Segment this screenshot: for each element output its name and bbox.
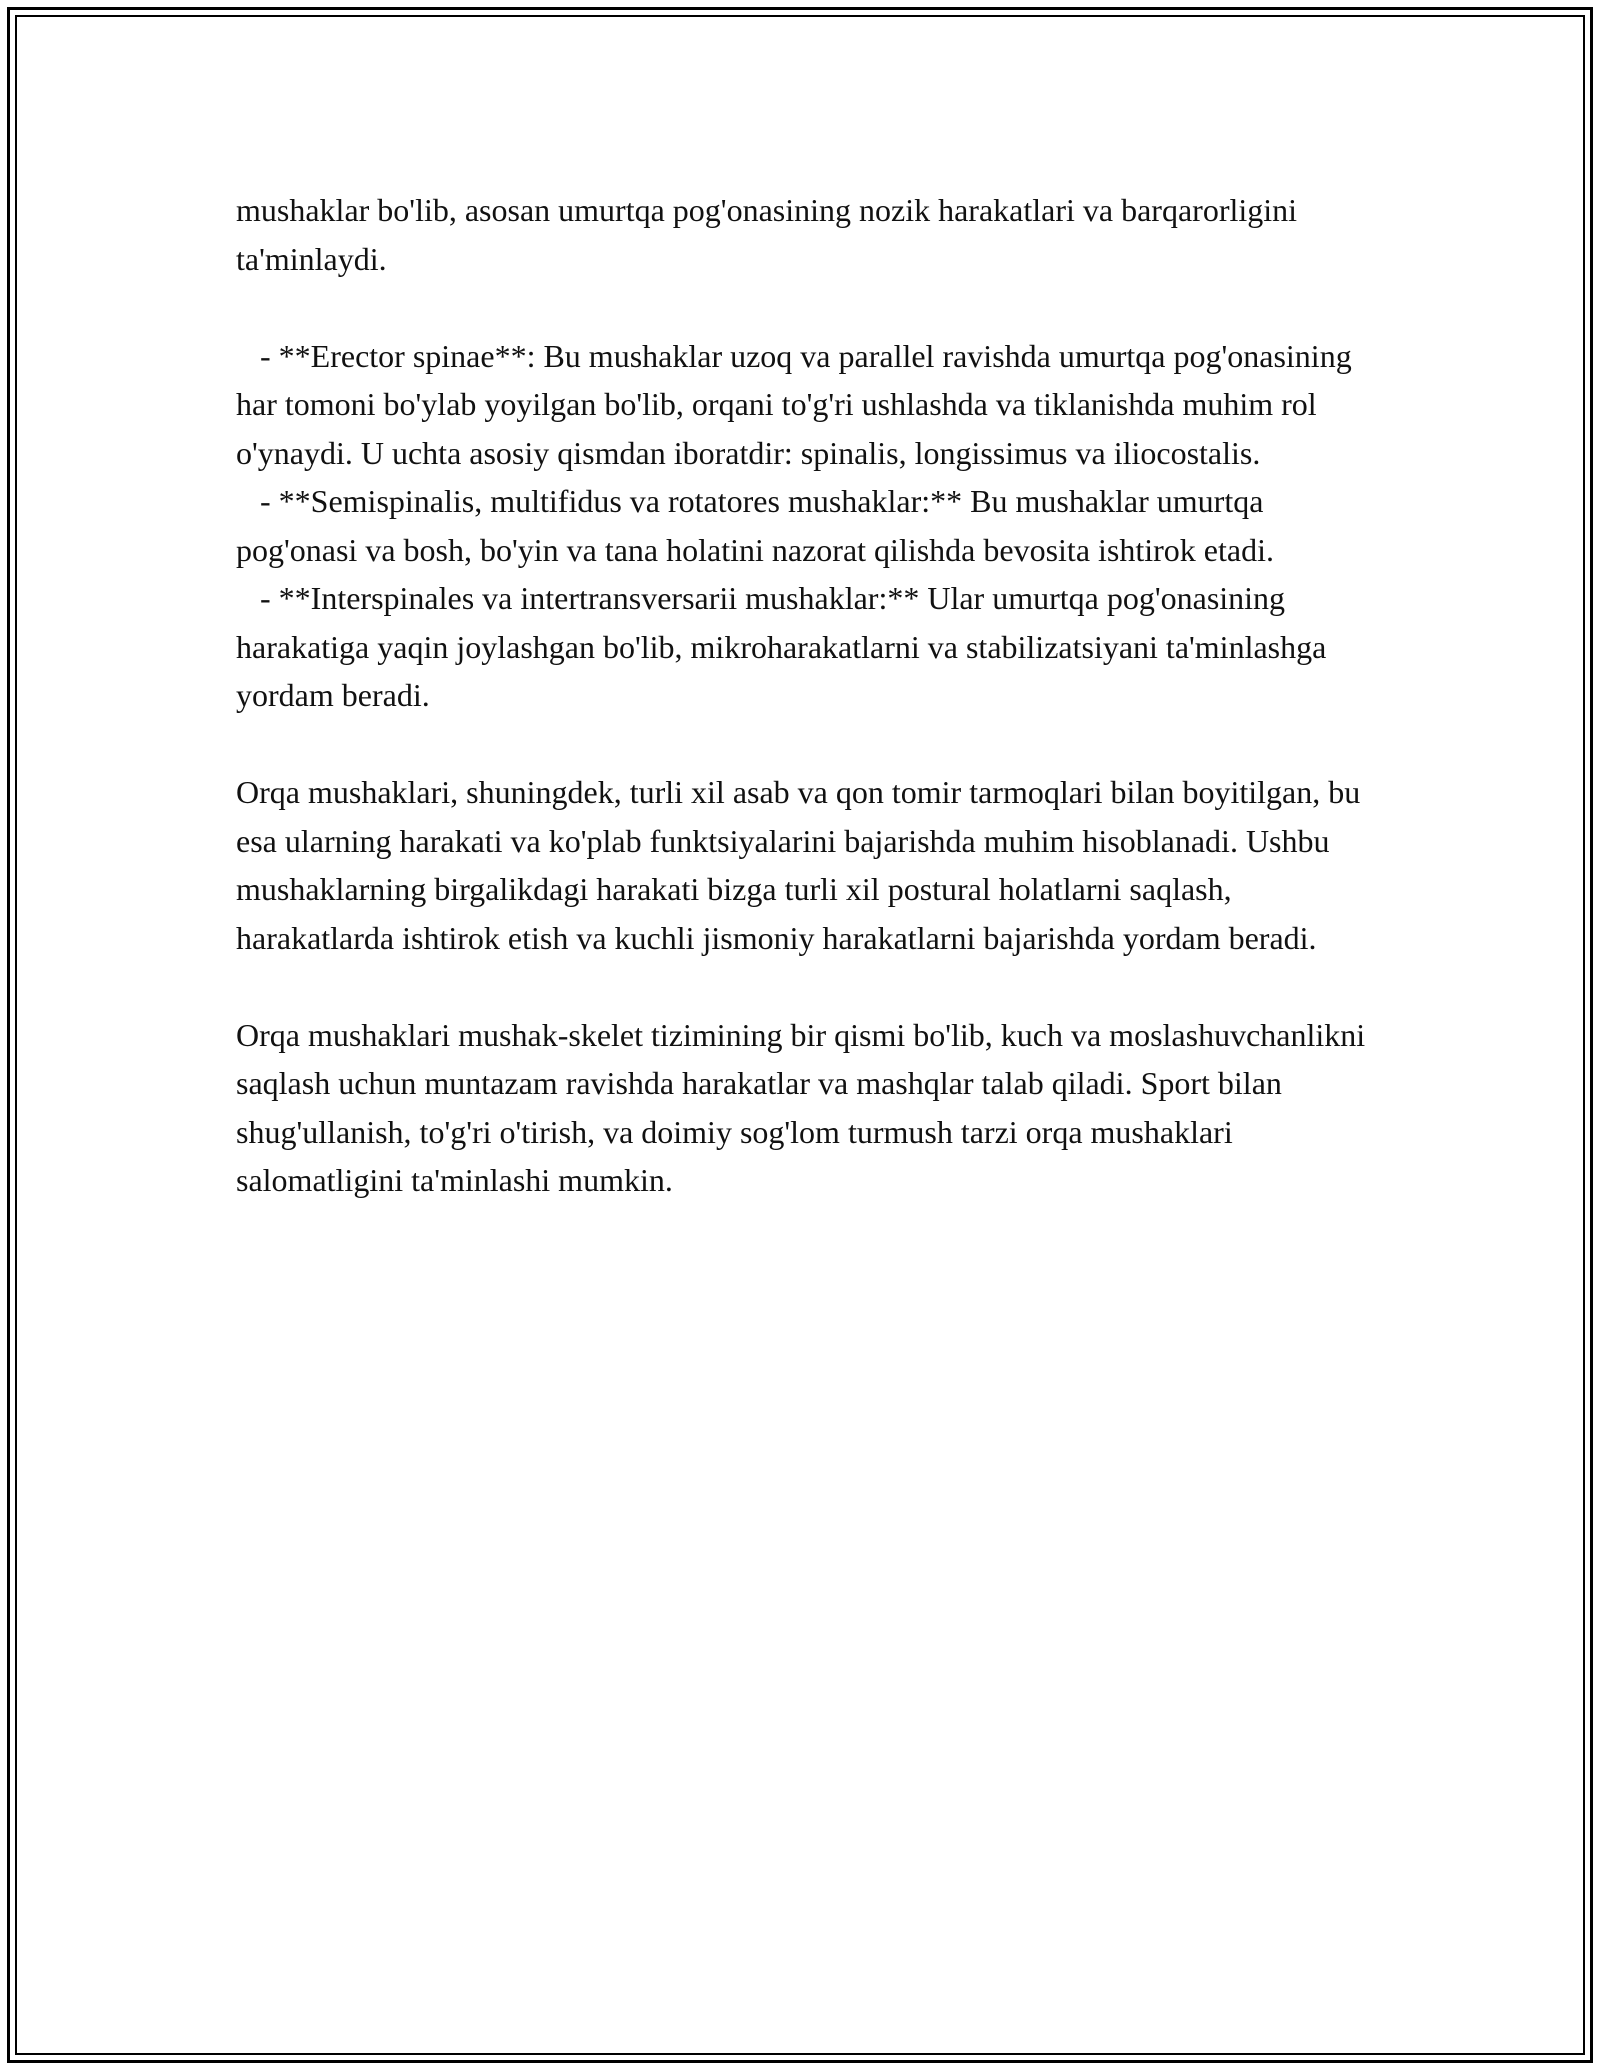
paragraph-spacer [236,962,1366,1011]
paragraph-spacer [236,283,1366,332]
paragraph-spacer [236,720,1366,769]
document-body [236,186,1374,1205]
list-item-semispinalis: - **Semispinalis, multifidus va rotatores mushaklar:** Bu mushaklar umurtqa pog'onasi va bosh, bo'yin va tana holatini nazorat qilishda bevosita ishtirok etadi. [236,483,1274,568]
paragraph-3: Orqa mushaklari mushak-skelet tizimining bir qismi bo'lib, kuch va moslashuvchanlikni saqlash uchun muntazam ravishda harakatlar va mashqlar talab qiladi. Sport bilan shug'ullanish, to'g'ri o'tirish, va doimiy sog'lom turmush tarzi orqa mushaklari salomatligini ta'minlashi mumkin. [236,1016,1374,1198]
paragraph-1: mushaklar bo'lib, asosan umurtqa pog'onasining nozik harakatlari va barqarorligini ta'minlaydi. [236,192,1306,277]
list-item-erector-spinae: - **Erector spinae**: Bu mushaklar uzoq va parallel ravishda umurtqa pog'onasining har tomoni bo'ylab yoyilgan bo'lib, orqani to'g'ri ushlashda va tiklanishda muhim rol o'ynaydi. U uchta asosiy qismdan iboratdir: spinalis, longissimus va iliocostalis. [236,337,1360,471]
paragraph-2: Orqa mushaklari, shuningdek, turli xil asab va qon tomir tarmoqlari bilan boyitilgan, bu esa ularning harakati va ko'plab funktsiyalarini bajarishda muhim hisoblanadi. Ushbu mushaklarning birgalikdagi harakati bizga turli xil postural holatlarni saqlash, harakatlarda ishtirok etish va kuchli jismoniy harakatlarni bajarishda yordam beradi. [236,774,1369,956]
list-item-interspinales: - **Interspinales va intertransversarii mushaklar:** Ular umurtqa pog'onasining harakatiga yaqin joylashgan bo'lib, mikroharakatlarni va stabilizatsiyani ta'minlashga yordam beradi. [236,580,1335,713]
